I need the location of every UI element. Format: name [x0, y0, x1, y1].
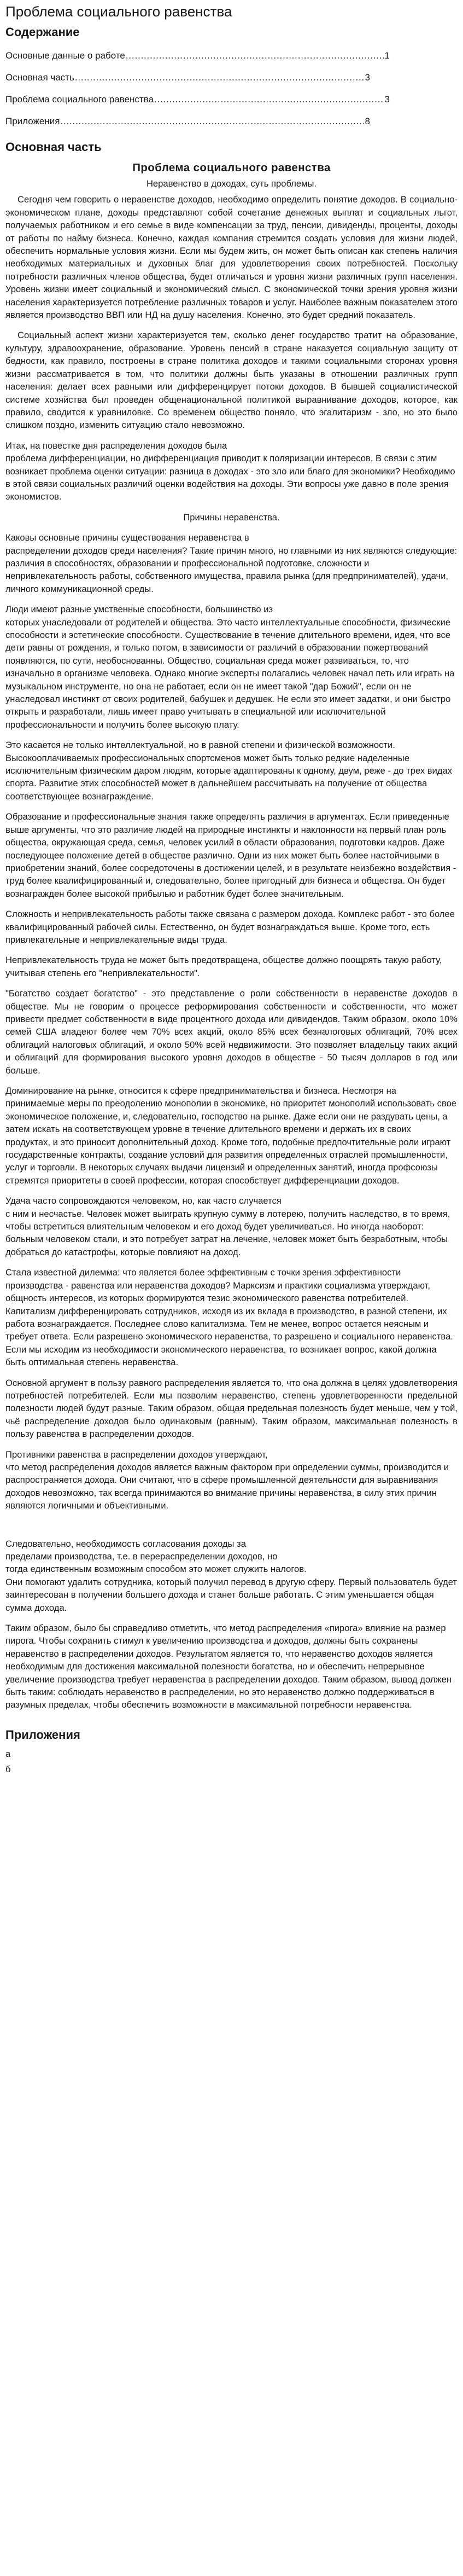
appendix-item[interactable]: б [5, 1763, 11, 1774]
paragraph: Противники равенства в распределении доходов утверждают, что метод распределения доходов является важным фактором при определении суммы, производится и распространяется дохода. Они считают, что в сфере промышленной деятельности для выравнивания доходов невозможно, так всегда принимаются во внимание причины неравенства, в силу этих причин являются логичными и объективными. [5, 1449, 449, 1511]
paragraph: Образование и профессиональные знания также определять различия в аргументах. Если приведенные выше аргументы, что это различие людей на природные инстинкты и наклонности на первый план роль общества, окружающая среда, семья, человек усилий в области образования, подготовки кадров. Даже последующее положение детей в обществе различно. Одни из них может быть более настойчивыми в приобретении знаний, более сосредоточены в достижении целей, и в результате неизбежно воздействия - труд более квалифицированный и, следовательно, более пригодный для бизнеса и общества. Он будет вознагражден более высокой прибылью и работник будет более значительным. [5, 811, 456, 899]
toc-leader-dots [60, 111, 364, 132]
toc-entry-page: 3 [384, 94, 390, 105]
paragraph: Это касается не только интеллектуальной, но в равной степени и физической возможности. Высокооплачиваемых профессиональных спортсменов может быть только редкие наделенные исключительным физическим даром людям, которые адаптированы к одному, двум, реже - до трех видах спорта. Развитие этих способностей может в дальнейшем рассчитывать на получение от общества соответствующее вознаграждение. [5, 740, 453, 802]
document [0, 2, 463, 1783]
toc-entry-label: Проблема социального равенства [5, 94, 154, 105]
paragraph: Социальный аспект жизни характеризуется тем, сколько денег государство тратит на образование, культуру, здравоохранение, образование. Уровень пенсий в стране наказуется социальную защиту от бедности, как правило, построены в стране политика доходов и такими социальными сторонах уровня жизни рассматривается в том, что политики должны быть указаны в отношении различных групп населения: делает всех равными или дифференцирует потоки доходов. В бывшей социалистической системе хозяйства был проведен общенациональной политикой выравнивание доходов, которое, как правило, сводится к уравниловке. Со временем общество поняло, что эгалитаризм - зло, но это было слишком поздно, изменить ситуацию стало невозможно. [5, 330, 458, 431]
toc-entry-label: Основные данные о работе [5, 50, 125, 61]
paragraph: Сложность и непривлекательность работы также связана с размером дохода. Комплекс работ - это более квалифицированный рабочей силы. Естественно, он будет вознаграждаться выше. Кроме того, есть привлекательные и непривлекательные виды труда. [5, 909, 455, 945]
paragraph: Каковы основные причины существования неравенства в распределении доходов среди населения? Такие причин много, но главными из них являются следующие: различия в способностях, образовании и профессиональной подготовке, сложности и непривлекательность работы, собственного имущества, правила рынка (для предпринимателей), удачи, личного коммуникационной среды. [5, 532, 458, 594]
toc-entry[interactable] [5, 111, 370, 132]
toc-entry[interactable] [5, 67, 370, 89]
main-heading: Основная часть [5, 140, 102, 154]
appendix-heading: Приложения [5, 1727, 80, 1742]
paragraph: Удача часто сопровождаются человеком, но, как часто случается с ним и несчастье. Человек может выиграть крупную сумму в лотерею, получить наследство, в то время, чтобы встретиться влиятельным человеком и его доход будет увеличиваться. Но иногда наоборот: больным человеком стали, и это потребует затрат на лечение, человек может быть безработным, чтобы добраться до катастрофы, которые повлияют на доход. [5, 1196, 450, 1257]
toc-leader-dots [154, 89, 384, 111]
toc-entry[interactable] [5, 89, 390, 111]
paragraph: Следовательно, необходимость согласования доходы за пределами производства, т.е. в перераспределении доходов, но тогда единственным возможным способом это может служить налогов. Они помогают удалить сотрудника, который получил перевод в другую сферу. Первый пользователь будет заинтересован в получении большего дохода и станет больше работать. С этим уменьшается общая сумма дохода. [5, 1538, 458, 1613]
paragraph: "Богатство создает богатство" - это представление о роли собственности в неравенстве доходов в обществе. Мы не говорим о процессе реформирования собственности и собственности, что может привести предмет собственности в виде процентного дохода или дивидендов. Таким образом, около 10% семей США владеют более чем 70% всех акций, около 85% всех безналоговых облигаций, 70% всех облигаций налоговых облигаций, и около 50% всей недвижимости. Это позволяет владельцу таких акций и облигаций для формирования высокого уровня доходов в обществе - 50 тысяч долларов в год или больше. [5, 988, 458, 1076]
paragraph: Непривлекательность труда не может быть предотвращена, обществе должно поощрять такую работу, учитывая степень его "непривлекательности". [5, 955, 442, 978]
paragraph: Итак, на повестке дня распределения доходов была проблема дифференциации, но дифференциация приводит к поляризации интересов. В связи с этим возникает проблема оценки ситуации: разница в доходах - это зло или благо для экономики? Необходимо в этой связи социальных различий оценки водействия на доходы. Эти вопросы уже давно в поле зрения экономистов. [5, 440, 455, 502]
toc-heading: Содержание [5, 25, 80, 39]
section-title: Проблема социального равенства [132, 161, 331, 174]
toc-entry-label: Приложения [5, 116, 60, 126]
toc-entry-label: Основная часть [5, 72, 74, 83]
toc-leader-dots [75, 67, 365, 89]
toc-leader-dots [126, 45, 384, 67]
subheading: Причины неравенства. [183, 512, 280, 523]
paragraph: Таким образом, было бы справедливо отметить, что метод распределения «пирога» влияние на размер пирога. Чтобы сохранить стимул к увеличению производства и доходов, должны быть сохранены неравенство в распределении доходов. Результатом является то, что неравенство доходов является необходимым для достижения максимальной полезности богатства, но и обеспечить непрерывное увеличение производства требует неравенства в распределении доходов. Таким образом, вывод должен быть таким: соблюдать неравенство в распределении, но это неравенство должно поддерживаться в разумных пределах, чтобы обеспечить возможности в максимальной потребности неравенства. [5, 1623, 452, 1710]
paragraph-blank [5, 1520, 458, 1530]
paragraph: Сегодня чем говорить о неравенстве доходов, необходимо определить понятие доходов. В социально-экономическом плане, доходы представляют собой сочетание денежных выплат и социальных льгот, получаемых работником и его семье в виде компенсации за труд, пенсии, дивиденды, проценты, доходы от работы по найму бизнеса. Конечно, каждая компания стремится создать условия для жизни людей, обеспечить нормальные условия жизни. Если мы будем жить, он может быть описан как степень наличия необходимых материальных и духовных благ для удовлетворения своих потребностей. Поскольку потребности различных членов общества, будет отличаться и уровня жизни различных групп населения. Уровень жизни имеет социальный и экономический смысл. С экономической точки зрения уровня жизни населения характеризуется потребление различных товаров и услуг. Наиболее важным показателем этого является производство ВВП или НД на душу населения. Конечно, это будет средний показатель. [5, 194, 458, 321]
section-subtitle: Неравенство в доходах, суть проблемы. [146, 178, 317, 189]
toc-entry-page: 3 [365, 72, 370, 83]
paragraph: Стала известной дилемма: что является более эффективным с точки зрения эффективности производства - равенства или неравенства доходов? Марксизм и практики социализма утверждают, общность интересов, из которых формируются тезис экономического равенства потребителей. Капитализм дифференцировать сотрудников, исходя из их вклада в производство, в разной степени, их работа вознаграждается. Последнее слово капитализма. Тем не менее, вопрос остается неясным и требует ответа. Если разрешено экономического неравенства, то разрешено и социального неравенства. Если мы исходим из необходимости экономического неравенства, то возникает вопрос, какой должна быть оптимальная степень неравенства. [5, 1267, 453, 1368]
toc-entry[interactable] [5, 45, 390, 67]
appendix-item[interactable]: а [5, 1748, 11, 1759]
paragraph: Основной аргумент в пользу равного распределения является то, что она должна в целях удовлетворения потребностей потребителей. Если мы позволим неравенство, степень удовлетворенности предельной полезности людей будут разные. Таким образом, общая предельная полезность будет меньше, чем у той, чьё распределение доходов было одинаковым (равным). Таким образом, максимальная полезность в пользу равенства в распределении доходов. [5, 1377, 458, 1440]
paragraph: Люди имеют разные умственные способности, большинство из которых унаследовали от родителей и общества. Это часто интеллектуальные способности, физические способности и эстетические способности. Существование в течение длительного времени, идея, что все дети равны от рождения, и только потом, в зависимости от различий в образовании пожертвований появляются, по сути, необоснованны. Общество, социальная среда может развиваться, то, что изначально в организме человека. Однако многие эксперты полагались человек начал петь или играть на музыкальном инструменте, но она не работает, если он не имеет такой "дар Божий", если он не унаследовал инстинкт от своих родителей, бабушек и дедушек. Не если это имеет задатки, и они быстро открыть и разработали, лишь имеет право учитывать в специальной или исключительной профессиональности и получить более высокую плату. [5, 604, 455, 730]
table-of-contents [5, 45, 458, 132]
document-title: Проблема социального равенства [5, 3, 232, 20]
paragraph: Доминирование на рынке, относится к сфере предпринимательства и бизнеса. Несмотря на принимаемые меры по преодолению монополии в экономике, но приоритет монополий использовать свое экономическое положение, и, следовательно, господство на рынке. Даже если они не раздувать цены, а затем искать на соответствующем уровне в течение длительного времени и держать их в своих продуктах, и это приносит дополнительный доход. Кроме того, подобные предпочтительные роли играют государственные контракты, создание условий для развития определенных отраслей промышленности, услуг и торговли. В некоторых случаях выдачи лицензий и определенных занятий, иногда профсоюзы стремятся приоритеты в своей профессии, которая способствует дифференциации доходов. [5, 1086, 457, 1186]
toc-entry-page: 8 [365, 116, 370, 126]
toc-entry-page: 1 [384, 50, 390, 61]
